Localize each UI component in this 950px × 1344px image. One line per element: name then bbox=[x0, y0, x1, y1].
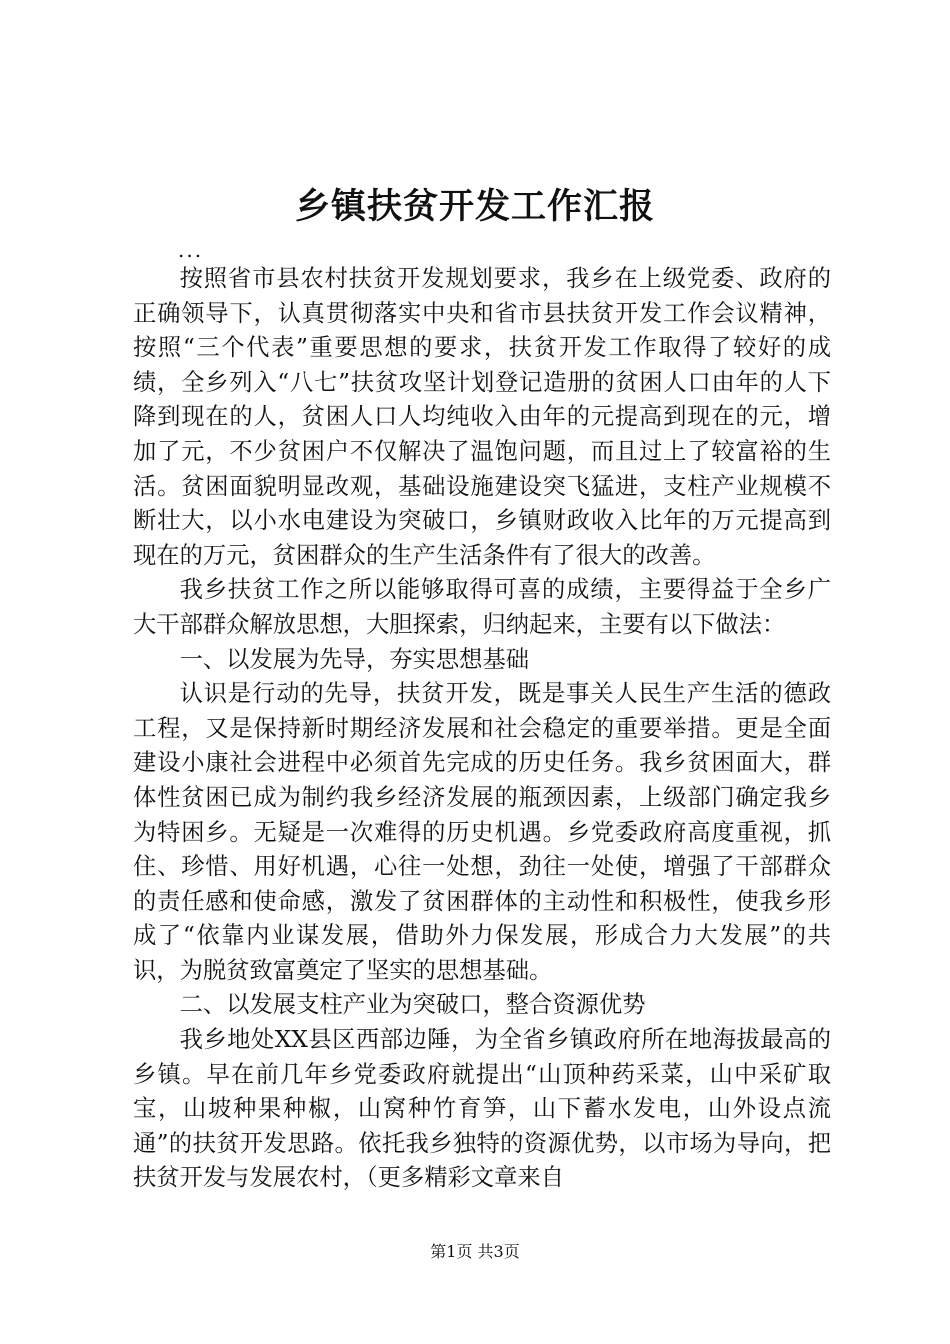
paragraph-section-2: 我乡地处XX县区西部边陲，为全省乡镇政府所在地海拔最高的乡镇。早在前几年乡党委政府就提出“山顶种药采菜，山中采矿取宝，山坡种果种椒，山窝种竹育笋，山下蓄水发电，山外设点流通”的扶贫开发思路。依托我乡独特的资源优势，以市场为导向，把扶贫开发与发展农村，（更多精彩文章来自 bbox=[133, 1026, 831, 1192]
document-body bbox=[133, 262, 831, 1196]
document-title: 乡镇扶贫开发工作汇报 bbox=[294, 186, 655, 227]
section-heading-2: 二、以发展支柱产业为突破口，整合资源优势 bbox=[179, 991, 646, 1019]
ellipsis-marker: ... bbox=[178, 238, 204, 262]
paragraph-reasons: 我乡扶贫工作之所以能够取得可喜的成绩，主要得益于全乡广大干部群众解放思想，大胆探索，归纳起来，主要有以下做法： bbox=[133, 576, 831, 638]
page-footer: 第1页 共3页 bbox=[430, 1242, 520, 1261]
section-heading-1: 一、以发展为先导，夯实思想基础 bbox=[179, 645, 530, 673]
paragraph-section-1: 认识是行动的先导，扶贫开发，既是事关人民生产生活的德政工程，又是保持新时期经济发展和社会稳定的重要举措。更是全面建设小康社会进程中必须首先完成的历史任务。我乡贫困面大，群体性贫困已成为制约我乡经济发展的瓶颈因素，上级部门确定我乡为特困乡。无疑是一次难得的历史机遇。乡党委政府高度重视，抓住、珍惜、用好机遇，心往一处想，劲往一处使，增强了干部群众的责任感和使命感，激发了贫困群体的主动性和积极性，使我乡形成了“依靠内业谋发展，借助外力保发展，形成合力大发展”的共识，为脱贫致富奠定了坚实的思想基础。 bbox=[133, 680, 831, 984]
paragraph-intro: 按照省市县农村扶贫开发规划要求，我乡在上级党委、政府的正确领导下，认真贯彻落实中央和省市县扶贫开发工作会议精神，按照“三个代表”重要思想的要求，扶贫开发工作取得了较好的成绩，全乡列入“八七”扶贫攻坚计划登记造册的贫困人口由年的人下降到现在的人，贫困人口人均纯收入由年的元提高到现在的元，增加了元，不少贫困户不仅解决了温饱问题，而且过上了较富裕的生活。贫困面貌明显改观，基础设施建设突飞猛进，支柱产业规模不断壮大，以小水电建设为突破口，乡镇财政收入比年的万元提高到现在的万元，贫困群众的生产生活条件有了很大的改善。 bbox=[133, 265, 831, 569]
